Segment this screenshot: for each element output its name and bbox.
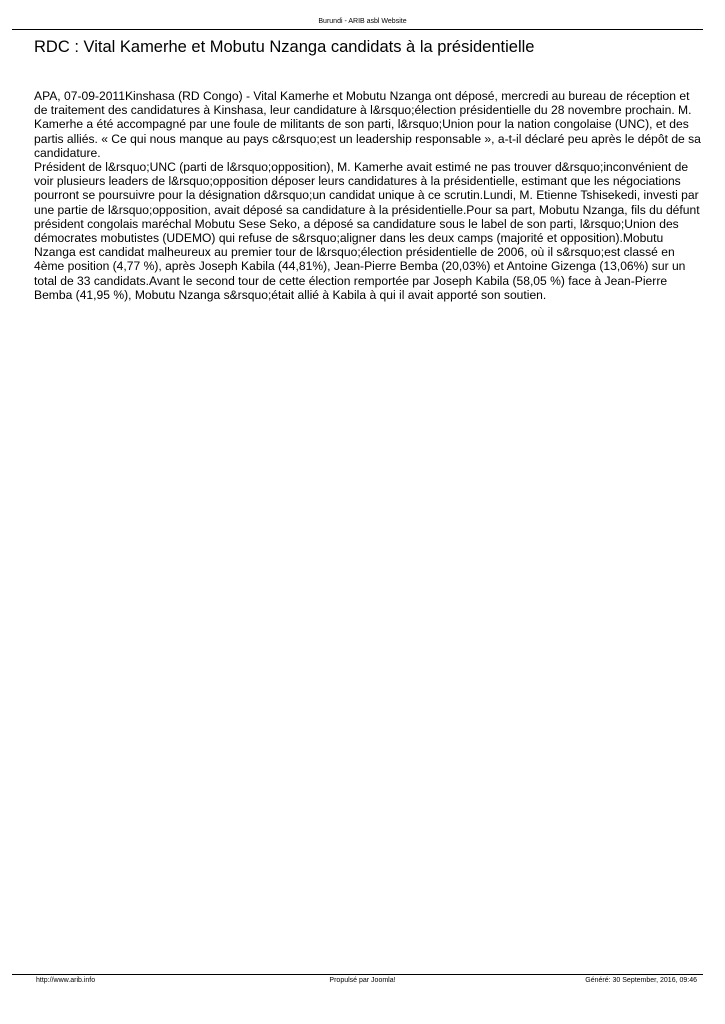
footer-divider	[12, 974, 703, 975]
footer-generated-date: Généré: 30 September, 2016, 09:46	[585, 977, 697, 984]
site-header: Burundi - ARIB asbl Website	[318, 18, 407, 25]
footer-site-url[interactable]: http://www.arib.info	[36, 977, 96, 984]
header-divider	[12, 29, 703, 30]
article-paragraph: APA, 07-09-2011Kinshasa (RD Congo) - Vital Kamerhe et Mobutu Nzanga ont déposé, mercredi au bureau de réception et de traitement des candidatures à Kinshasa, leur candidature à l&rsquo;élection présidentielle du 28 novembre prochain. M. Kamerhe a été accompagné par une foule de militants de son parti, l&rsquo;Union pour la nation congolaise (UNC), et des partis alliés. « Ce qui nous manque au pays c&rsquo;est un leadership responsable », a-t-il déclaré peu après le dépôt de sa candidature.	[34, 89, 701, 160]
article-title: RDC : Vital Kamerhe et Mobutu Nzanga candidats à la présidentielle	[34, 38, 535, 56]
footer-powered-by: Propulsé par Joomla!	[329, 977, 396, 984]
article-body	[34, 89, 702, 302]
article-paragraph: Président de l&rsquo;UNC (parti de l&rsquo;opposition), M. Kamerhe avait estimé ne pas trouver d&rsquo;inconvénient de voir plusieurs leaders de l&rsquo;opposition déposer leurs candidatures à la présidentielle, estimant que les négociations pourront se poursuivre pour la désignation d&rsquo;un candidat unique à ce scrutin.Lundi, M. Etienne Tshisekedi, investi par une partie de l&rsquo;opposition, avait déposé sa candidature à la présidentielle.Pour sa part, Mobutu Nzanga, fils du défunt président congolais maréchal Mobutu Sese Seko, a déposé sa candidature sous le label de son parti, l&rsquo;Union des démocrates mobutistes (UDEMO) qui refuse de s&rsquo;aligner dans les deux camps (majorité et opposition).Mobutu Nzanga est candidat malheureux au premier tour de l&rsquo;élection présidentielle de 2006, où il s&rsquo;est classé en 4ème position (4,77 %), après Joseph Kabila (44,81%), Jean-Pierre Bemba (20,03%) et Antoine Gizenga (13,06%) sur un total de 33 candidats.Avant le second tour de cette élection remportée par Joseph Kabila (58,05 %) face à Jean-Pierre Bemba (41,95 %), Mobutu Nzanga s&rsquo;était allié à Kabila à qui il avait apporté son soutien.	[34, 160, 700, 302]
